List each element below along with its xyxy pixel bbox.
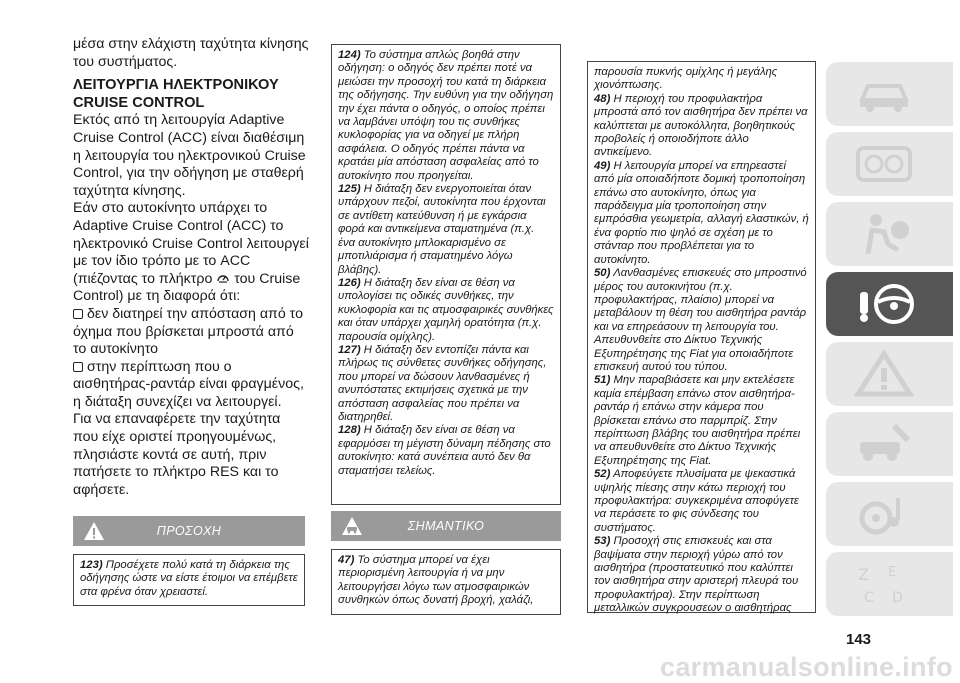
airbag-icon bbox=[854, 210, 914, 258]
bullet-box-icon bbox=[73, 309, 83, 319]
warning-title: ΠΡΟΣΟΧΗ bbox=[156, 524, 222, 538]
continued-text: παρουσία πυκνής ομίχλης ή μεγάλης χιονόπτωσης. bbox=[594, 66, 778, 92]
note-text: Η διάταξη δεν είναι σε θέση να υπολογίσει τις οδικές συνθήκες, την κυκλοφορία και τις ατμοσφαιρικές συνθήκες και όταν υπάρχει χαμηλή ορατότητα (π.χ. παρουσία ομίχλης). bbox=[338, 276, 554, 343]
bullet-2-text: στην περίπτωση που ο αισθητήρας-ραντάρ είναι φραγμένος, η διάταξη συνεχίζει να λειτουργεί. bbox=[73, 358, 304, 410]
tab-multimedia[interactable] bbox=[826, 482, 953, 546]
wrench-car-icon bbox=[854, 420, 914, 468]
note-text: Η διάταξη δεν ενεργοποιείται όταν υπάρχουν πεζοί, αυτοκίνητα που έρχονται σε αντίθετη κατεύθυνση ή με εγκάρσια φορά και αντικείμενα σταματημένα (π.χ. ένα αυτοκίνητο μπλοκαρισμένο σε μποτιλιάρισμα ή σταματημένο λόγω βλάβης). bbox=[338, 183, 546, 276]
note-text: Το σύστημα απλώς βοηθά στην οδήγηση: ο οδηγός δεν πρέπει ποτέ να μειώσει την προσοχή του κατά τη διάρκεια της οδήγησης. Την ευθύνη για την οδήγηση την έχει πάντα ο οδηγός, ο οποίος πρέπει να λαμβάνει υπόψη του τις συνθήκες κυκλοφορίας για να οδηγεί με πλήρη ασφάλεια. Ο οδηγός πρέπει πάντα να κρατάει μία απόσταση ασφαλείας από το αυτοκίνητο που προηγείται. bbox=[338, 49, 554, 182]
note-text: Προσέχετε πολύ κατά τη διάρκεια της οδήγησης ώστε να είστε έτοιμοι να επέμβετε στα φρένα όταν χρειαστεί. bbox=[80, 559, 298, 598]
car-wrench-icon bbox=[341, 515, 363, 537]
note-text: Αποφεύγετε πλυσίματα με ψεκαστικά υψηλής πίεσης στην κάτω περιοχή του προφυλακτήρα: συγκεκριμένα αποφύγετε να περάσετε το φις σύνδεσης του συστήματος. bbox=[594, 468, 799, 534]
tab-dashboard[interactable] bbox=[826, 132, 953, 196]
note-text: Η περιοχή του προφυλακτήρα μπροστά από τον αισθητήρα δεν πρέπει να καλύπτεται με αυτοκόλλητα, βοηθητικούς προβολείς ή οποιοδήποτε άλλο αντικείμενο. bbox=[594, 92, 808, 159]
paragraph-1: Εκτός από τη λειτουργία Adaptive Cruise Control (ACC) είναι διαθέσιμη η λειτουργία του ηλεκτρονικού Cruise Control, για την οδήγηση με σταθερή ταχύτητα κίνησης. bbox=[73, 112, 306, 199]
paragraph-2-part-b: του Cruise Control) με τη διαφορά ότι: bbox=[73, 270, 301, 305]
note-number: 48) bbox=[594, 92, 611, 105]
bullet-1-text: δεν διατηρεί την απόσταση από το όχημα που βρίσκεται μπροστά από το αυτοκίνητο bbox=[73, 305, 303, 358]
note-text: Προσοχή στις επισκευές και στα βαψίματα στην περιοχή γύρω από τον αισθητήρα (προστατευτικό που καλύπτει τον αισθητήρα στην αριστερή πλευρά του προφυλακτήρα). Στην περίπτωση μεταλλικών συγκρουσεων ο αισθητήρας bbox=[594, 535, 799, 615]
svg-text:Z: Z bbox=[858, 565, 869, 584]
bullet-1 bbox=[73, 306, 309, 359]
tab-emergency[interactable] bbox=[826, 342, 953, 406]
svg-text:E: E bbox=[888, 565, 897, 580]
heading-line-2: CRUISE CONTROL bbox=[73, 94, 205, 111]
page-number: 143 bbox=[846, 631, 872, 648]
note-number: 51) bbox=[594, 374, 611, 387]
note-title: ΣΗΜΑΝΤΙΚΟ bbox=[407, 519, 485, 533]
bullet-box-icon bbox=[73, 362, 83, 372]
note-number: 128) bbox=[338, 424, 361, 437]
tab-starting-driving[interactable] bbox=[826, 272, 953, 336]
intro-text: μέσα στην ελάχιστη ταχύτητα κίνησης του συστήματος. bbox=[73, 36, 309, 70]
cruise-control-icon bbox=[216, 272, 230, 284]
note-text: Το σύστημα μπορεί να έχει περιορισμένη λειτουργία ή να μην λειτουργήσει λόγω των ατμοσφαιρικών συνθηκών όπως δυνατή βροχή, χαλάζι, bbox=[338, 554, 534, 607]
paragraph-2-part-a: Εάν στο αυτοκίνητο υπάρχει το Adaptive Cruise Control (ACC) το ηλεκτρονικό Cruise Control λειτουργεί με τον ίδιο τρόπο με το ACC (πιέζοντας το πλήκτρο bbox=[73, 200, 309, 287]
note-text: Η λειτουργία μπορεί να επηρεαστεί από μία οποιαδήποτε δομική τροποποίηση επάνω στο αυτοκίνητο, όπως για παράδειγμα μία τροποποίηση στην εμπρόσθια γεωμετρία, αλλαγή ελαστικών, ή ένα φορτίο πιο ψηλό σε σχέση με το στάνταρ που προβλέπεται για το αυτοκίνητο. bbox=[594, 159, 809, 266]
note-number: 125) bbox=[338, 183, 361, 196]
note-number: 47) bbox=[338, 554, 355, 566]
warning-triangle-icon bbox=[854, 350, 914, 398]
bullet-2 bbox=[73, 359, 309, 412]
watermark: carmanualsonline.info bbox=[660, 652, 953, 682]
tab-vehicle[interactable] bbox=[826, 62, 953, 126]
gear-music-icon bbox=[854, 490, 914, 538]
note-number: 123) bbox=[80, 559, 103, 571]
note-text: Η διάταξη δεν εντοπίζει πάντα και πλήρως τις σύνθετες συνθήκες οδήγησης, που μπορεί να δώσουν λανθασμένες ή ανυπόστατες εκτιμήσεις σχετικά με την απόσταση ασφαλείας που πρέπει να διατηρηθεί. bbox=[338, 343, 547, 423]
paragraph-3: Για να επαναφέρετε την ταχύτητα που είχε οριστεί προηγουμένως, πλησιάστε κοντά σε αυτή, πριν πατήσετε το πλήκτρο RES και το αφήσετε. bbox=[73, 411, 281, 498]
column-2-box bbox=[331, 44, 561, 505]
note-number: 49) bbox=[594, 159, 611, 172]
note-number: 124) bbox=[338, 49, 361, 61]
svg-text:D: D bbox=[892, 590, 903, 606]
note-number: 127) bbox=[338, 343, 361, 356]
tab-index[interactable] bbox=[826, 552, 953, 616]
warning-header bbox=[73, 516, 305, 546]
tab-maintenance[interactable] bbox=[826, 412, 953, 476]
car-icon bbox=[854, 70, 914, 118]
svg-text:C: C bbox=[864, 590, 874, 606]
note-number: 126) bbox=[338, 276, 361, 289]
steering-wheel-key-icon bbox=[854, 280, 918, 328]
note-box bbox=[331, 549, 561, 615]
note-number: 50) bbox=[594, 267, 611, 280]
warning-box bbox=[73, 554, 305, 606]
heading-line-1: ΛΕΙΤΟΥΡΓΙΑ ΗΛΕΚΤΡΟΝΙΚΟΥ bbox=[73, 77, 279, 94]
alphabet-index-icon bbox=[854, 560, 914, 608]
note-number: 53) bbox=[594, 535, 611, 548]
note-text: Η διάταξη δεν είναι σε θέση να εφαρμόσει τη μέγιστη δύναμη πέδησης στο αυτοκίνητο: κατά συνέπεια αυτό δεν θα σταματήσει τελείως. bbox=[338, 424, 551, 477]
warning-triangle-icon bbox=[83, 520, 105, 542]
paragraph-2 bbox=[73, 200, 309, 306]
note-text: Μην παραβιάσετε και μην εκτελέσετε καμία επέμβαση επάνω στον αισθητήρα-ραντάρ ή επάνω στην κάμερα που βρίσκεται επάνω στο παρμπρίζ. Στην περίπτωση βλάβης του αισθητήρα πρέπει να απευθυνθείτε στο Δίκτυο Τεχνικής Εξυπηρέτησης της Fiat. bbox=[594, 374, 801, 467]
tab-safety[interactable] bbox=[826, 202, 953, 266]
note-header bbox=[331, 511, 561, 541]
column-1 bbox=[73, 36, 309, 499]
section-heading bbox=[73, 77, 309, 112]
dashboard-icon bbox=[854, 140, 914, 188]
note-number: 52) bbox=[594, 468, 611, 481]
column-3-box bbox=[587, 61, 816, 613]
note-text: Λανθασμένες επισκευές στο μπροστινό μέρος του αυτοκινήτου (π.χ. προφυλακτήρας, πλαίσιο) μπορεί να μεταβάλουν τη θέση του αισθητήρα ραντάρ και να επηρεάσουν τη λειτουργία του. Απευθυνθείτε στο Δίκτυο Τεχνικής Εξυπηρέτησης της Fiat για οποιαδήποτε επισκευή αυτού του τύπου. bbox=[594, 267, 807, 373]
